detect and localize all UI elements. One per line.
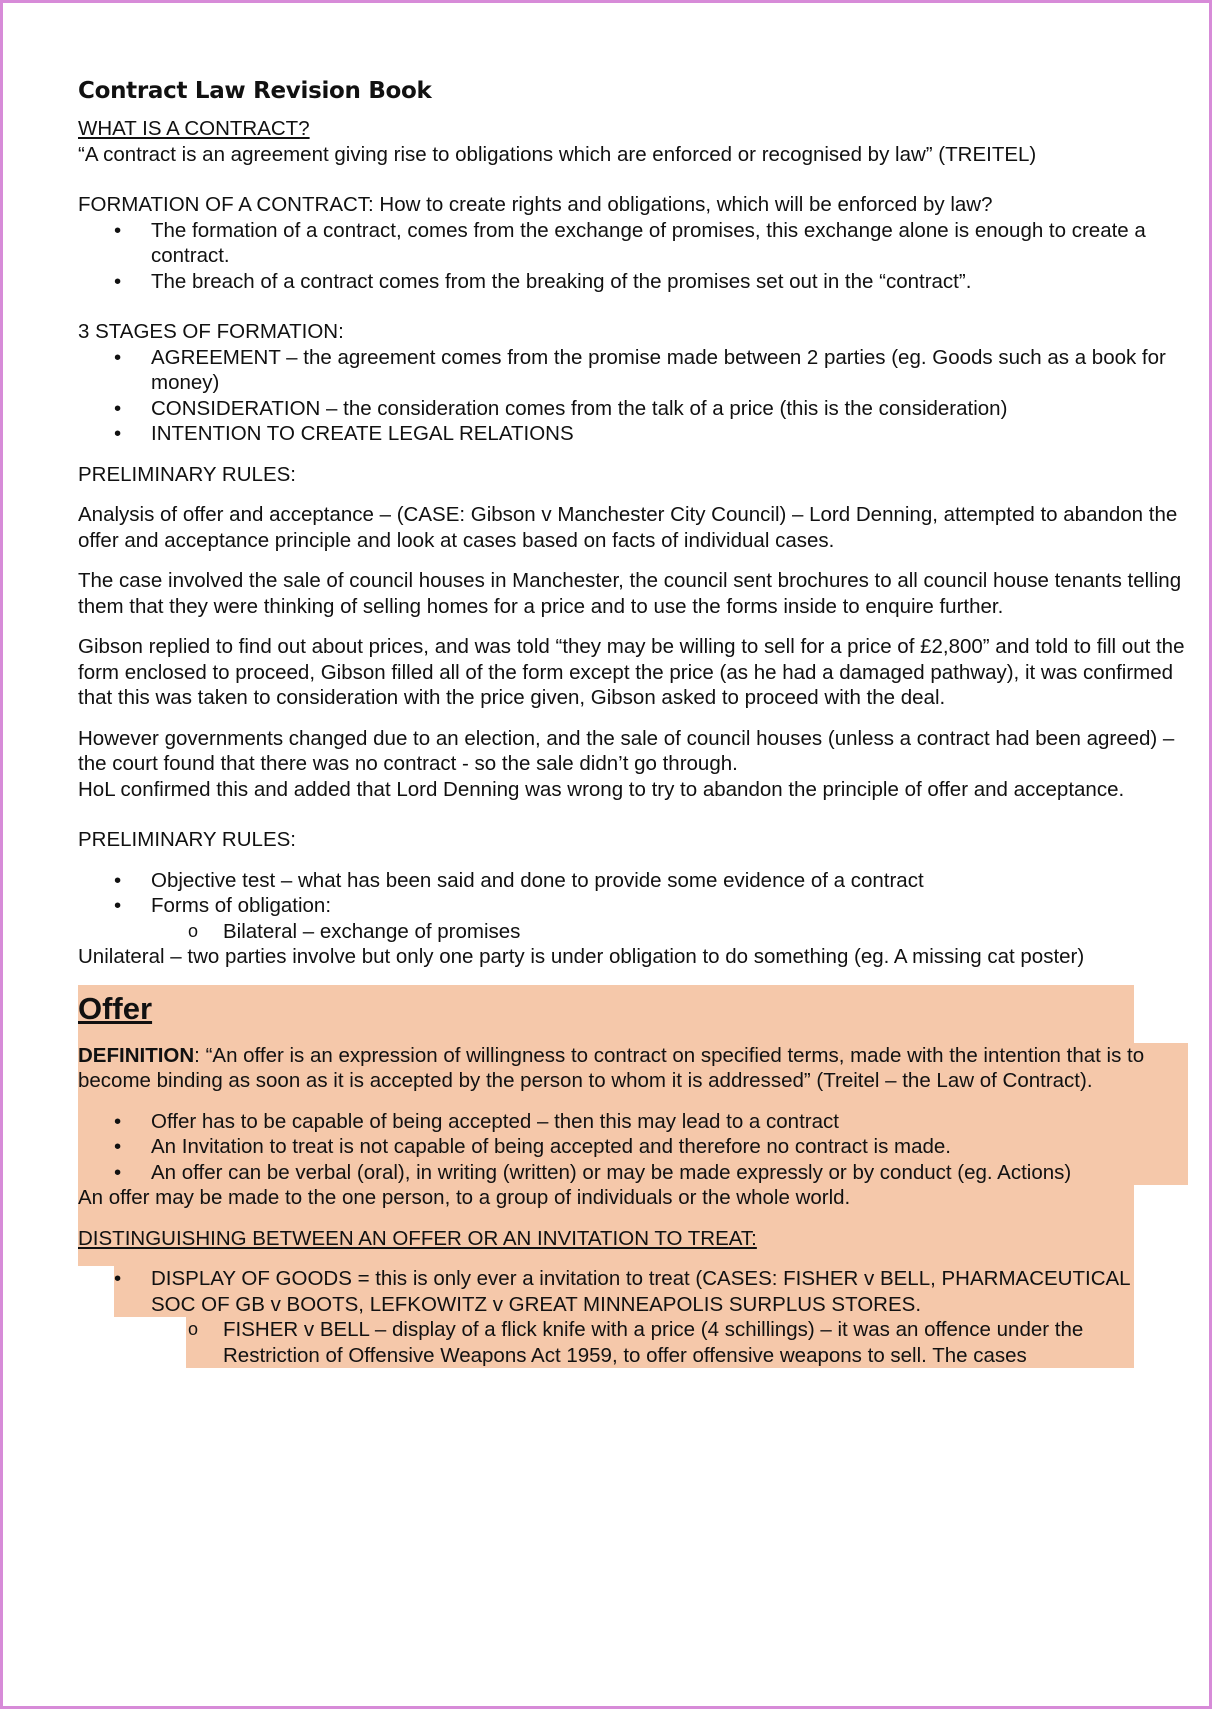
paragraph: Analysis of offer and acceptance – (CASE: Gibson v Manchester City Council) – Lord Denning, attempted to abandon the offer and acceptance principle and look at cases based on facts of individual cases. [78,503,1178,552]
bullet-icon: • [114,422,122,445]
list-item: • INTENTION TO CREATE LEGAL RELATIONS [114,422,574,445]
list-item: o FISHER v BELL – display of a flick knife with a price (4 schillings) – it was an offence under the Restriction of Offensive Weapons Act 1959, to offer offensive weapons to sell. The cases [186,1317,1134,1368]
offer-list [78,1109,1188,1186]
paragraph: Gibson replied to find out about prices, and was told “they may be willing to sell for a price of £2,800” and told to fill out the form enclosed to proceed, Gibson filled all of the form except the price (as he had a damaged pathway), it was confirmed that this was taken to consideration with the price given, Gibson asked to proceed with the deal. [78,635,1185,709]
stages-heading: 3 STAGES OF FORMATION: [78,320,344,343]
list-item: • AGREEMENT – the agreement comes from the promise made between 2 parties (eg. Goods such as a book for money) [114,345,1166,394]
prelim-list [78,868,1188,945]
formation-heading: FORMATION OF A CONTRACT: How to create rights and obligations, which will be enforced by law? [78,193,993,216]
prelim-heading-2: PRELIMINARY RULES: [78,828,296,851]
paragraph: Unilateral – two parties involve but only one party is under obligation to do something (eg. A missing cat poster) [78,945,1085,968]
bullet-icon: • [114,868,122,892]
bullet-icon: • [114,894,122,917]
list-item: • Forms of obligation: [114,894,332,917]
paragraph: The case involved the sale of council houses in Manchester, the council sent brochures to all council house tenants telling them that they were thinking of selling homes for a price and to use the forms inside to enquire further. [78,569,1182,618]
document-page [78,76,1188,1368]
bullet-icon: • [114,345,122,369]
offer-section [78,985,1188,1369]
list-item: • Offer has to be capable of being accepted – then this may lead to a contract [114,1109,839,1133]
list-item: • The breach of a contract comes from the breaking of the promises set out in the “contract”. [114,269,972,293]
distinguish-heading: DISTINGUISHING BETWEEN AN OFFER OR AN INVITATION TO TREAT: [78,1226,757,1250]
list-item: • DISPLAY OF GOODS = this is only ever a invitation to treat (CASES: FISHER v BELL, PHARMACEUTICAL SOC OF GB v BOOTS, LEFKOWITZ v GREAT MINNEAPOLIS SURPLUS STORES. [114,1266,1134,1317]
what-quote: “A contract is an agreement giving rise to obligations which are enforced or recognised by law” (TREITEL) [78,142,1037,166]
offer-heading: Offer [78,990,153,1026]
paragraph: However governments changed due to an election, and the sale of council houses (unless a contract had been agreed) – the court found that there was no contract - so the sale didn’t go through. [78,726,1175,775]
distinguish-list [78,1266,1134,1368]
sub-bullet-icon: o [188,920,199,941]
list-item: • An Invitation to treat is not capable of being accepted and therefore no contract is made. [114,1135,952,1158]
bullet-icon: • [114,1267,122,1290]
list-item: o Bilateral – exchange of promises [188,919,521,943]
list-item: • An offer can be verbal (oral), in writing (written) or may be made expressly or by conduct (eg. Actions) [114,1160,1072,1184]
bullet-icon: • [114,1135,122,1158]
document-title: Contract Law Revision Book [78,78,432,104]
bullet-icon: • [114,396,122,420]
bullet-icon: • [114,1109,122,1133]
list-item: • Objective test – what has been said and done to provide some evidence of a contract [114,868,924,892]
bullet-icon: • [114,218,122,242]
formation-list [78,218,1188,295]
definition-paragraph: DEFINITION: “An offer is an expression of willingness to contract on specified terms, made with the intention that is to become binding as soon as it is accepted by the person to whom it is addressed” (Treitel – the Law of Contract). [78,1043,1145,1092]
what-heading: WHAT IS A CONTRACT? [78,117,310,140]
list-item: • The formation of a contract, comes from the exchange of promises, this exchange alone is enough to create a contract. [114,218,1146,267]
stages-list [78,345,1188,447]
bullet-icon: • [114,269,122,293]
paragraph: HoL confirmed this and added that Lord Denning was wrong to try to abandon the principle of offer and acceptance. [78,777,1125,801]
list-item: • CONSIDERATION – the consideration comes from the talk of a price (this is the consideration) [114,396,1008,420]
bullet-icon: • [114,1160,122,1184]
sub-bullet-icon: o [188,1319,199,1339]
prelim-heading-1: PRELIMINARY RULES: [78,462,296,486]
definition-label: DEFINITION [78,1043,195,1067]
paragraph: An offer may be made to the one person, to a group of individuals or the whole world. [78,1186,851,1209]
